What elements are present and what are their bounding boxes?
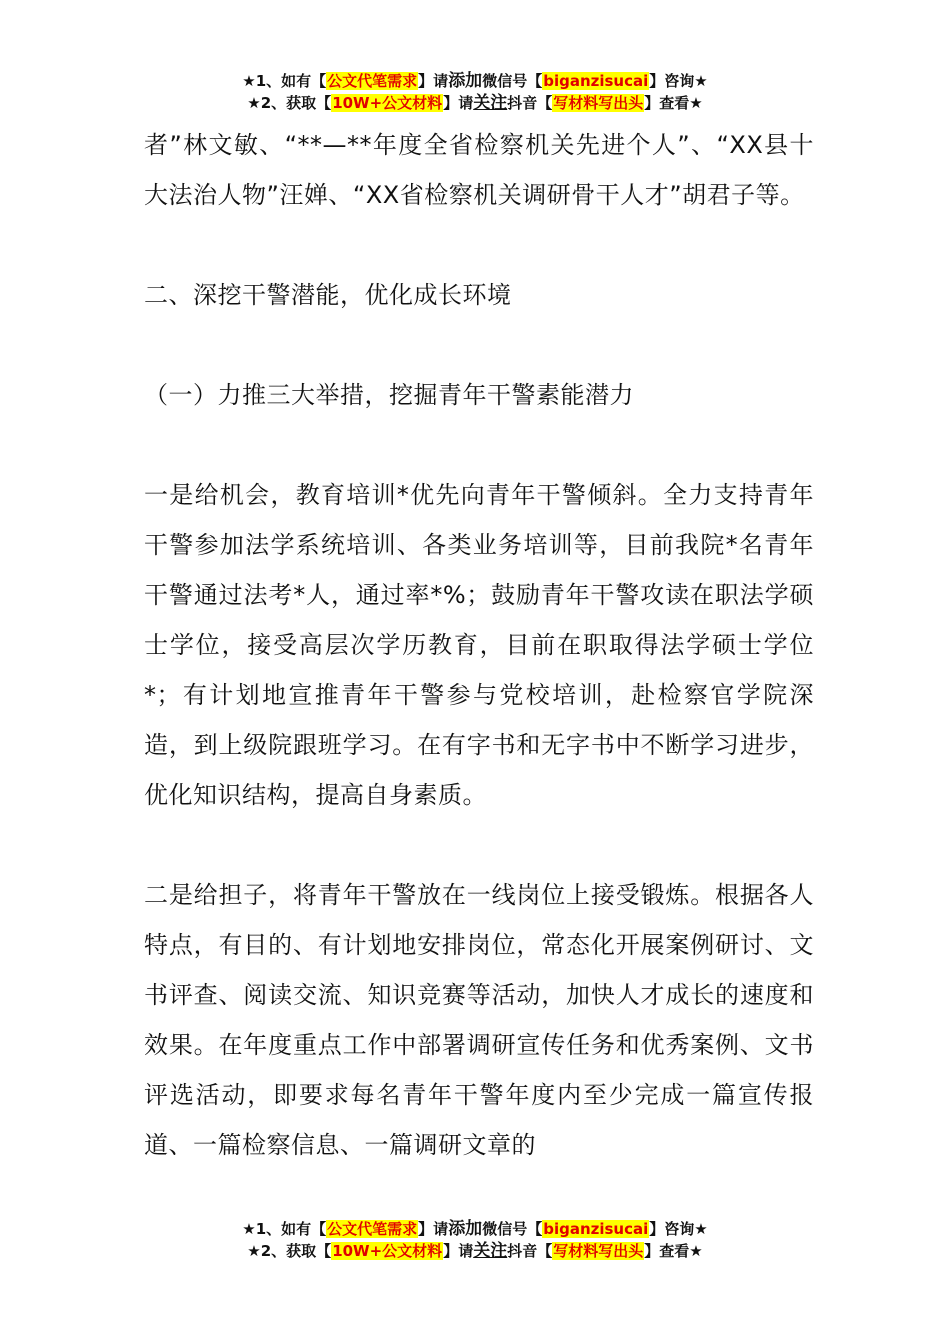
highlight-service: 公文代笔需求 <box>327 1220 418 1238</box>
paragraph-opportunity: 一是给机会，教育培训*优先向青年干警倾斜。全力支持青年干警参加法学系统培训、各类业务培训等，目前我院*名青年干警通过法考*人，通过率*%；鼓励青年干警攻读在职法学硕士学位，接受高层次学历教育，目前在职取得法学硕士学位*；有计划地宣推青年干警参与党校培训，赴检察官学院深造，到上级院跟班学习。在有字书和无字书中不断学习进步，优化知识结构，提高自身素质。 <box>144 481 814 809</box>
banner-line-1: ★1、如有【公文代笔需求】请添加微信号【biganzisucai】咨询★ <box>242 1219 708 1239</box>
highlight-materials: 10W+公文材料 <box>332 94 443 112</box>
bottom-banner <box>0 1218 950 1262</box>
banner-line-2: ★2、获取【10W+公文材料】请关注抖音【写材料写出头】查看★ <box>247 1241 703 1261</box>
star-icon: ★ <box>247 1242 261 1260</box>
top-banner <box>0 70 950 114</box>
section-heading: 二、深挖干警潜能，优化成长环境 <box>144 281 512 309</box>
document-body <box>144 120 814 1170</box>
highlight-wechat-id: biganzisucai <box>543 1220 649 1238</box>
banner-line-2: ★2、获取【10W+公文材料】请关注抖音【写材料写出头】查看★ <box>247 93 703 113</box>
star-icon: ★ <box>247 94 261 112</box>
highlight-douyin: 写材料写出头 <box>553 94 644 112</box>
paragraph-responsibility: 二是给担子，将青年干警放在一线岗位上接受锻炼。根据各人特点，有目的、有计划地安排岗位，常态化开展案例研讨、文书评查、阅读交流、知识竞赛等活动，加快人才成长的速度和效果。在年度重点工作中部署调研宣传任务和优秀案例、文书评选活动，即要求每名青年干警年度内至少完成一篇宣传报道、一篇检察信息、一篇调研文章的 <box>144 881 814 1159</box>
paragraph-continuation: 者”林文敏、“**—**年度全省检察机关先进个人”、“XX县十大法治人物”汪婵、“XX省检察机关调研骨干人才”胡君子等。 <box>144 131 814 209</box>
highlight-wechat-id: biganzisucai <box>543 72 649 90</box>
star-icon: ★ <box>242 72 256 90</box>
star-icon: ★ <box>242 1220 256 1238</box>
highlight-service: 公文代笔需求 <box>327 72 418 90</box>
subsection-heading: （一）力推三大举措，挖掘青年干警素能潜力 <box>144 381 634 409</box>
highlight-douyin: 写材料写出头 <box>553 1242 644 1260</box>
highlight-materials: 10W+公文材料 <box>332 1242 443 1260</box>
banner-line-1: ★1、如有【公文代笔需求】请添加微信号【biganzisucai】咨询★ <box>242 71 708 91</box>
